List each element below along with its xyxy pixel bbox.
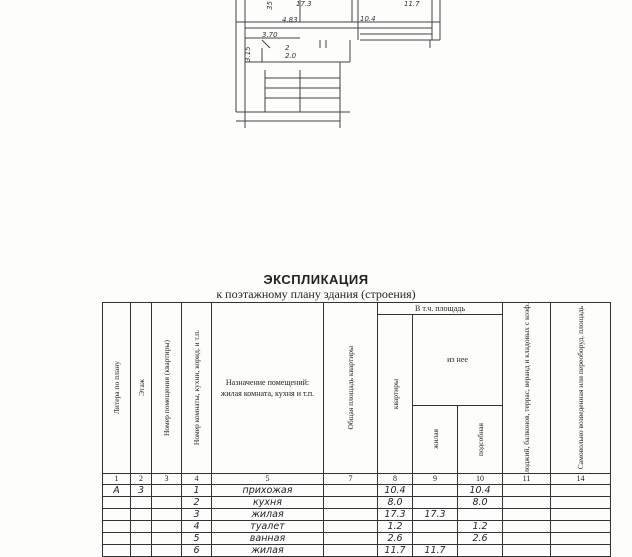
table-row: 5 ванная 2.6 2.6 <box>103 532 611 544</box>
plan-dim: 3.15 <box>244 46 252 62</box>
col-number: 14 <box>551 473 611 484</box>
plan-door <box>262 40 326 48</box>
document-title: ЭКСПЛИКАЦИЯ <box>263 272 369 287</box>
col-number: 8 <box>378 473 413 484</box>
floor-plan-drawing <box>0 0 632 270</box>
plan-stair <box>265 70 340 112</box>
header-group-area: В т.ч. площадь <box>378 303 503 315</box>
document-subtitle: к поэтажному плану здания (строения) <box>216 287 416 301</box>
header-room-number: Номер помещения (квартиры) <box>152 303 182 474</box>
plan-dim: 2 <box>285 44 290 52</box>
plan-dim: 4.83 <box>282 16 298 24</box>
col-number: 11 <box>503 473 551 484</box>
table-row: 2 кухня 8.0 8.0 <box>103 496 611 508</box>
header-group-sub: из нее <box>413 315 503 406</box>
col-number: 9 <box>413 473 458 484</box>
col-number: 4 <box>182 473 212 484</box>
col-number: 10 <box>458 473 503 484</box>
col-number: 3 <box>152 473 182 484</box>
plan-wall-inner <box>245 38 350 112</box>
table-row: А 3 1 прихожая 10.4 10.4 <box>103 484 611 496</box>
col-number: 5 <box>212 473 324 484</box>
col-number: 2 <box>131 473 152 484</box>
plan-dim: 2.0 <box>285 52 297 60</box>
plan-dim: 17.3 <box>296 0 312 8</box>
col-number: 7 <box>324 473 378 484</box>
explication-table <box>102 302 611 557</box>
table-row: 4 туалет 1.2 1.2 <box>103 520 611 532</box>
header-living: жилая <box>413 405 458 473</box>
plan-wall-top-rooms <box>236 22 440 28</box>
col-number: 1 <box>103 473 131 484</box>
plan-dim: 10.4 <box>360 15 376 23</box>
table-row: 6 жилая 11.7 11.7 <box>103 544 611 556</box>
header-apartment-area: квартиры <box>378 315 413 474</box>
header-total-area: Общая площадь квартиры <box>324 303 378 474</box>
header-litera: Литера по плану <box>103 303 131 474</box>
header-room-index: Номер комнаты, кухни, корид. и т.п. <box>182 303 212 474</box>
header-purpose: Назначение помещений: жилая комната, кухня и т.п. <box>212 303 324 474</box>
plan-dim: 35 <box>266 1 274 10</box>
plan-axis-line <box>245 40 430 128</box>
header-balconies: лоджий, балконов, террас, веранд и кладовых с коэф. <box>503 303 551 474</box>
header-auxiliary: подсобная <box>458 405 503 473</box>
header-floor: Этаж <box>131 303 152 474</box>
plan-dim: 11.7 <box>404 0 420 8</box>
header-unauthorized: Самовольно возведенная или переоборуд. площадь <box>551 303 611 474</box>
plan-dim: 3.70 <box>262 31 278 39</box>
table-row: 3 жилая 17.3 17.3 <box>103 508 611 520</box>
